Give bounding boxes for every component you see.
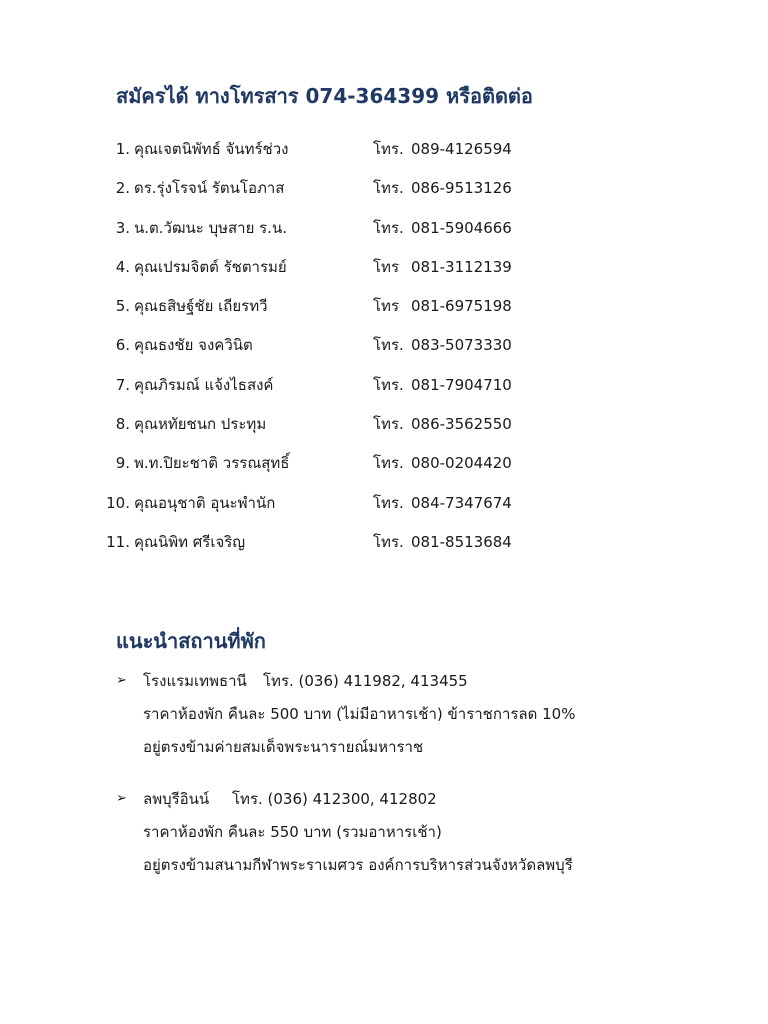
contact-phone: 084-7347674 bbox=[411, 493, 512, 512]
contact-phone: 081-8513684 bbox=[411, 532, 512, 551]
contact-row bbox=[0, 372, 768, 411]
contact-name: ดร.รุ่งโรจน์ รัตนโอภาส bbox=[134, 179, 285, 198]
contact-phone-label: โทร. bbox=[373, 140, 404, 158]
contact-row bbox=[0, 529, 768, 568]
lodging-location-line bbox=[0, 734, 768, 767]
contact-phone-label: โทร. bbox=[373, 454, 404, 473]
contact-row bbox=[0, 450, 768, 489]
contact-phone: 081-7904710 bbox=[411, 375, 512, 394]
contact-phone-label: โทร. bbox=[373, 336, 404, 355]
contacts-heading: สมัครได้ ทางโทรสาร 074-364399 หรือติดต่อ bbox=[116, 84, 533, 108]
contact-number: 8. bbox=[115, 415, 130, 434]
contact-phone: 089-4126594 bbox=[411, 140, 512, 158]
contact-name: น.ต.วัฒนะ บุษสาย ร.น. bbox=[134, 218, 287, 237]
arrow-bullet-icon: ➢ bbox=[116, 791, 127, 806]
contact-name: คุณอนุชาติ อุนะพำนัก bbox=[134, 493, 276, 512]
contact-phone-label: โทร. bbox=[373, 218, 404, 237]
contact-phone-label: โทร. bbox=[373, 179, 404, 198]
lodging-phone: โทร. (036) 411982, 413455 bbox=[263, 672, 468, 690]
lodging-location: อยู่ตรงข้ามค่ายสมเด็จพระนารายณ์มหาราช bbox=[143, 738, 424, 756]
lodging-price-line bbox=[0, 701, 768, 734]
lodging-item bbox=[0, 668, 768, 767]
contact-number: 3. bbox=[115, 218, 130, 237]
contact-row bbox=[0, 293, 768, 332]
lodging-title-line bbox=[0, 668, 768, 701]
contact-row bbox=[0, 215, 768, 254]
contact-row bbox=[0, 136, 768, 175]
contact-phone-label: โทร. bbox=[373, 415, 404, 434]
contact-phone: 081-5904666 bbox=[411, 218, 512, 237]
contact-name: คุณนิพิท ศรีเจริญ bbox=[134, 532, 246, 551]
contact-name: คุณหทัยชนก ประทุม bbox=[134, 415, 267, 434]
lodging-name: โรงแรมเทพธานี bbox=[143, 672, 247, 690]
contact-number: 11. bbox=[106, 532, 130, 551]
lodging-location: อยู่ตรงข้ามสนามกีฬาพระราเมศวร องค์การบริหารส่วนจังหวัดลพบุรี bbox=[143, 856, 573, 874]
contact-row bbox=[0, 332, 768, 371]
contact-number: 4. bbox=[115, 257, 130, 276]
lodging-name: ลพบุรีอินน์ bbox=[143, 790, 210, 808]
lodging-item bbox=[0, 786, 768, 885]
contact-row bbox=[0, 490, 768, 529]
arrow-bullet-icon: ➢ bbox=[116, 673, 127, 688]
contact-name: พ.ท.ปิยะชาติ วรรณสุทธิ์ bbox=[134, 454, 290, 473]
contact-name: คุณเจตนิพัทธ์ จันทร์ช่วง bbox=[134, 140, 289, 158]
contact-phone: 083-5073330 bbox=[411, 336, 512, 355]
contact-number: 6. bbox=[115, 336, 130, 355]
contact-number: 1. bbox=[115, 140, 130, 158]
contact-number: 9. bbox=[115, 454, 130, 473]
contact-name: คุณธสิษฐ์ชัย เถียรทวี bbox=[134, 297, 268, 316]
contact-phone: 081-6975198 bbox=[411, 297, 512, 316]
contact-number: 7. bbox=[115, 375, 130, 394]
lodging-location-line bbox=[0, 852, 768, 885]
lodging-heading: แนะนำสถานที่พัก bbox=[116, 629, 266, 653]
contact-name: คุณเปรมจิตต์ รัชตารมย์ bbox=[134, 257, 287, 276]
contact-list bbox=[0, 136, 768, 568]
contact-number: 5. bbox=[115, 297, 130, 316]
contact-phone: 086-9513126 bbox=[411, 179, 512, 198]
contact-row bbox=[0, 175, 768, 214]
lodging-price-line bbox=[0, 819, 768, 852]
contact-phone-label: โทร bbox=[373, 257, 400, 276]
contact-number: 10. bbox=[106, 493, 130, 512]
contact-phone-label: โทร. bbox=[373, 532, 404, 551]
contact-phone-label: โทร bbox=[373, 297, 400, 316]
contact-number: 2. bbox=[115, 179, 130, 198]
lodging-price: ราคาห้องพัก คืนละ 500 บาท (ไม่มีอาหารเช้า) ข้าราชการลด 10% bbox=[143, 705, 576, 723]
contact-phone: 081-3112139 bbox=[411, 257, 512, 276]
contact-phone-label: โทร. bbox=[373, 493, 404, 512]
contact-phone: 080-0204420 bbox=[411, 454, 512, 473]
contact-name: คุณธงชัย จงควินิต bbox=[134, 336, 253, 355]
lodging-phone: โทร. (036) 412300, 412802 bbox=[232, 790, 437, 808]
lodging-price: ราคาห้องพัก คืนละ 550 บาท (รวมอาหารเช้า) bbox=[143, 823, 442, 841]
lodging-title-line bbox=[0, 786, 768, 819]
contact-phone-label: โทร. bbox=[373, 375, 404, 394]
contact-phone: 086-3562550 bbox=[411, 415, 512, 434]
contact-row bbox=[0, 254, 768, 293]
contact-name: คุณภิรมณ์ แจ้งไธสงค์ bbox=[134, 375, 274, 394]
contact-row bbox=[0, 411, 768, 450]
